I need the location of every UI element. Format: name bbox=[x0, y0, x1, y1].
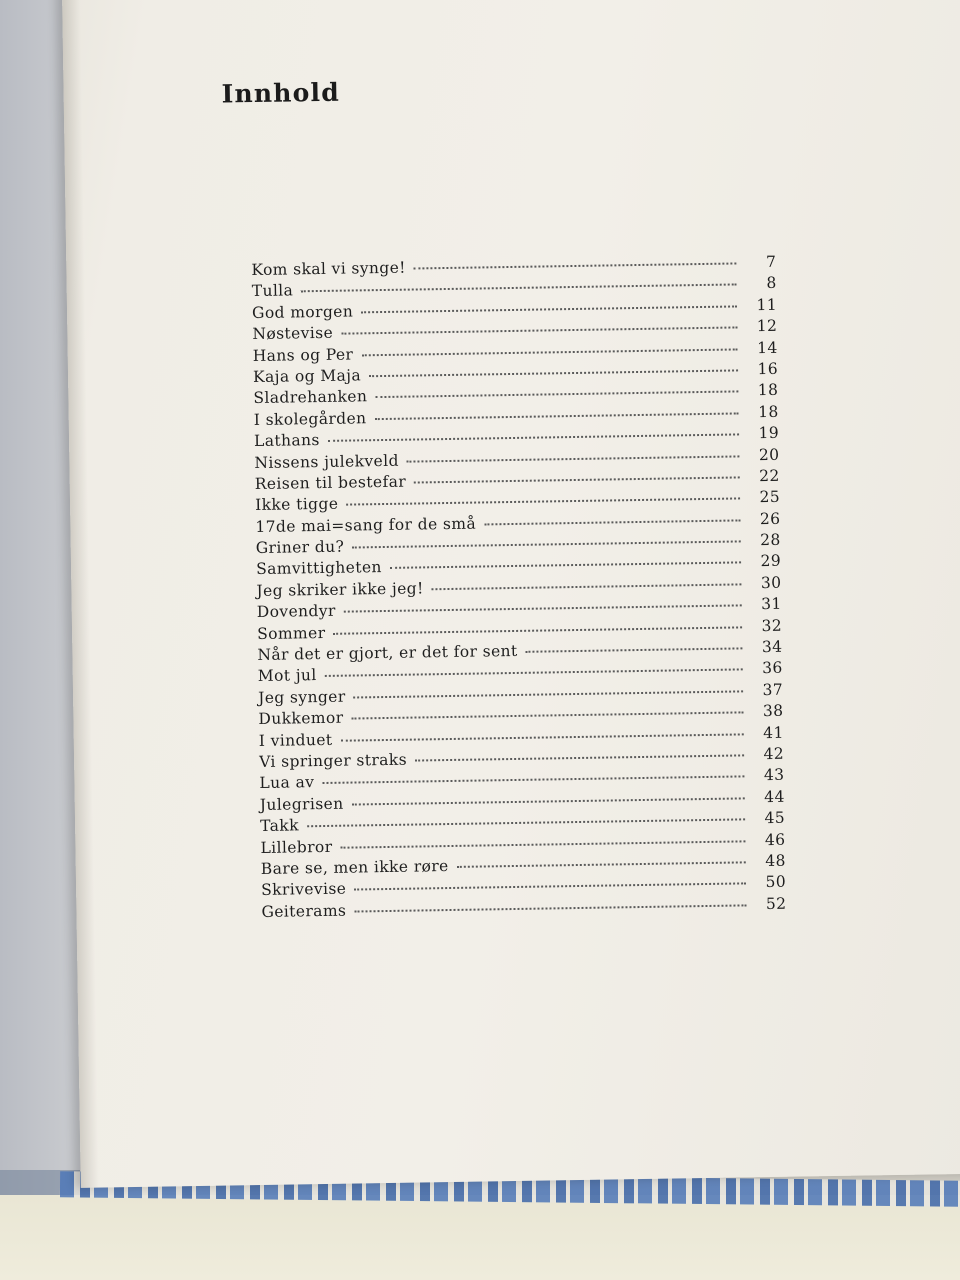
toc-entry-title: Ikke tigge bbox=[254, 495, 339, 515]
toc-entry-page-number: 48 bbox=[765, 851, 786, 870]
page-title: Innhold bbox=[221, 77, 341, 109]
toc-entry-page-number: 34 bbox=[761, 637, 783, 657]
toc-entry-title: Kaja og Maja bbox=[252, 366, 362, 386]
table-surface bbox=[0, 1195, 960, 1280]
toc-entry-page-number: 28 bbox=[760, 530, 781, 550]
dot-leader bbox=[414, 476, 740, 483]
dot-leader bbox=[333, 626, 742, 634]
toc-entry-title: Sommer bbox=[256, 623, 326, 643]
toc-entry-page-number: 38 bbox=[762, 701, 784, 721]
dot-leader bbox=[354, 883, 746, 891]
toc-entry-page-number: 46 bbox=[764, 830, 786, 849]
toc-entry-page-number: 11 bbox=[756, 295, 778, 314]
toc-entry-title: Tulla bbox=[251, 281, 294, 301]
toc-entry-page-number: 26 bbox=[759, 509, 781, 528]
toc-entry-title: Jeg skriker ikke jeg! bbox=[256, 579, 424, 600]
toc-entry-title: Julegrisen bbox=[259, 794, 344, 814]
toc-entry-title: I vinduet bbox=[258, 730, 333, 750]
dot-leader bbox=[407, 455, 740, 462]
toc-entry-title: God morgen bbox=[251, 302, 354, 322]
dot-leader bbox=[352, 797, 745, 805]
dot-leader bbox=[340, 733, 743, 741]
toc-entry-page-number: 30 bbox=[760, 573, 782, 592]
toc-entry-page-number: 18 bbox=[757, 381, 779, 400]
toc-entry-page-number: 12 bbox=[756, 316, 778, 336]
dot-leader bbox=[340, 840, 745, 848]
toc-entry-page-number: 50 bbox=[765, 873, 787, 892]
toc-entry-page-number: 22 bbox=[759, 466, 780, 486]
dot-leader bbox=[346, 498, 740, 506]
toc-entry-title: Dovendyr bbox=[256, 602, 336, 622]
toc-entry-title: Nissens julekveld bbox=[254, 451, 399, 472]
toc-entry-title: Hans og Per bbox=[252, 345, 354, 365]
toc-entry-page-number: 32 bbox=[761, 616, 783, 635]
toc-entry-page-number: 41 bbox=[763, 723, 784, 742]
toc-entry-page-number: 18 bbox=[758, 402, 779, 421]
toc-entry-title: Reisen til bestefar bbox=[254, 472, 407, 493]
toc-entry-page-number: 37 bbox=[762, 680, 784, 699]
toc-entry-title: Kom skal vi synge! bbox=[251, 258, 406, 280]
toc-entry-page-number: 29 bbox=[760, 552, 782, 571]
toc-entry-page-number: 31 bbox=[761, 595, 782, 614]
toc-entry-title: Vi springer straks bbox=[259, 750, 408, 771]
toc-entry-title: Griner du? bbox=[255, 537, 345, 558]
dot-leader bbox=[361, 305, 737, 313]
dot-leader bbox=[354, 690, 744, 698]
toc-entry-title: Når det er gjort, er det for sent bbox=[257, 641, 518, 665]
toc-entry-title: I skolegården bbox=[253, 409, 367, 429]
toc-entry-title: Lua av bbox=[259, 773, 315, 793]
toc-entry-title: Samvittigheten bbox=[255, 558, 383, 579]
toc-entry-title: Mot jul bbox=[257, 666, 317, 686]
toc-entry-page-number: 20 bbox=[758, 445, 780, 464]
dot-leader bbox=[341, 327, 737, 335]
dot-leader bbox=[374, 412, 738, 420]
dot-leader bbox=[457, 861, 746, 868]
table-of-contents bbox=[251, 253, 786, 924]
dot-leader bbox=[352, 540, 741, 548]
toc-entry-page-number: 42 bbox=[763, 744, 785, 764]
dot-leader bbox=[432, 583, 742, 590]
dot-leader bbox=[526, 647, 743, 652]
toc-entry-page-number: 19 bbox=[758, 423, 780, 443]
dot-leader bbox=[351, 712, 743, 720]
toc-entry-title: Lathans bbox=[253, 431, 320, 451]
dot-leader bbox=[307, 819, 745, 828]
dot-leader bbox=[415, 754, 744, 761]
toc-entry-title: Geiterams bbox=[261, 901, 347, 921]
dot-leader bbox=[375, 391, 738, 399]
toc-entry-title: Sladrehanken bbox=[253, 387, 368, 408]
toc-entry-title: Jeg synger bbox=[258, 687, 346, 707]
toc-entry-page-number: 44 bbox=[764, 787, 785, 806]
dot-leader bbox=[361, 348, 737, 356]
toc-entry-page-number: 25 bbox=[759, 488, 781, 507]
toc-entry-page-number: 43 bbox=[763, 766, 785, 785]
dot-leader bbox=[414, 262, 737, 269]
toc-entry-title: Takk bbox=[260, 816, 300, 836]
toc-entry-title: Bare se, men ikke røre bbox=[260, 856, 449, 878]
toc-entry-title: Skrivevise bbox=[261, 879, 347, 900]
toc-entry-page-number: 8 bbox=[766, 274, 777, 293]
dot-leader bbox=[484, 519, 740, 525]
toc-entry-page-number: 7 bbox=[765, 252, 777, 271]
dot-leader bbox=[328, 434, 739, 442]
dot-leader bbox=[354, 904, 746, 912]
dot-leader bbox=[369, 369, 738, 377]
toc-entry-page-number: 36 bbox=[762, 659, 783, 678]
toc-entry-page-number: 14 bbox=[757, 338, 778, 357]
book-page bbox=[62, 0, 960, 1188]
toc-entry-title: Lillebror bbox=[260, 837, 333, 857]
dot-leader bbox=[325, 669, 743, 678]
dot-leader bbox=[301, 284, 736, 293]
toc-entry-title: Nøstevise bbox=[252, 323, 334, 344]
toc-entry-page-number: 16 bbox=[757, 359, 779, 379]
toc-entry-page-number: 45 bbox=[764, 808, 786, 828]
dot-leader bbox=[344, 605, 742, 613]
toc-entry-title: Dukkemor bbox=[258, 708, 344, 729]
dot-leader bbox=[390, 562, 741, 570]
toc-entry-title: 17de mai=sang for de små bbox=[255, 514, 477, 536]
dot-leader bbox=[322, 776, 744, 785]
toc-entry-page-number: 52 bbox=[765, 894, 787, 913]
